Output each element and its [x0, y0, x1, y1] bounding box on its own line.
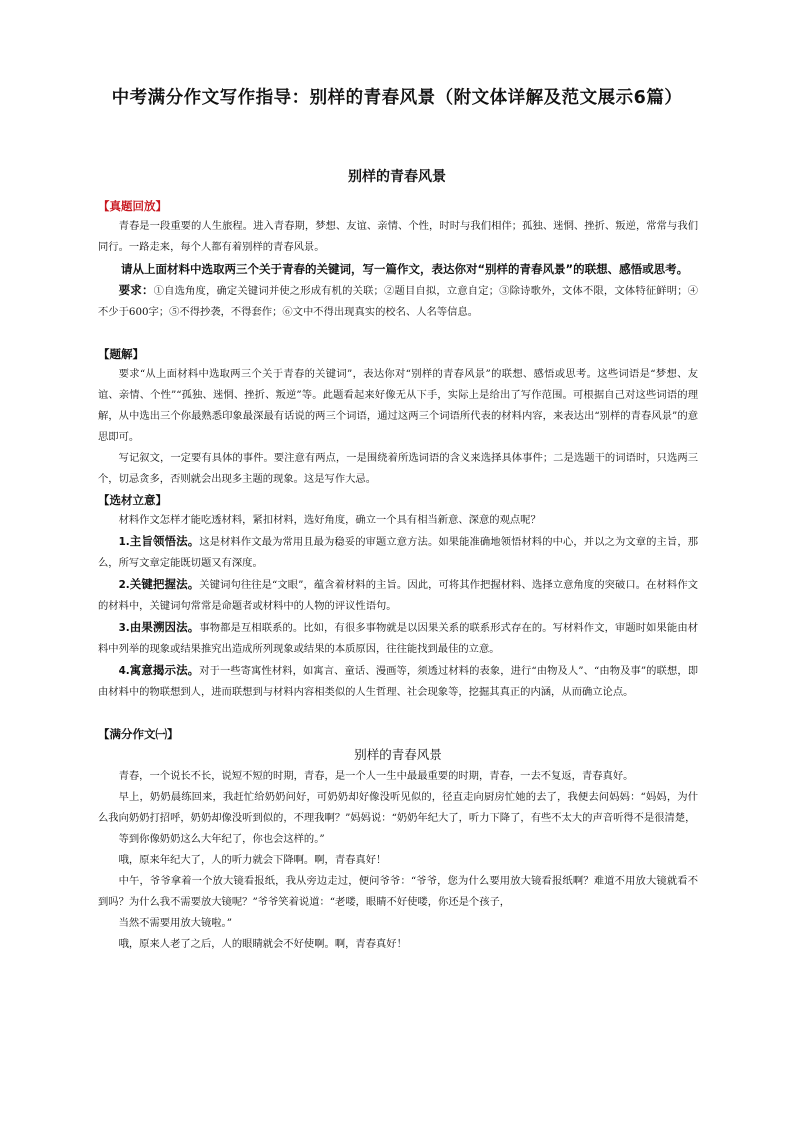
- material-paragraph: 青春是一段重要的人生旅程。进入青春期，梦想、友谊、亲情、个性，时时与我们相伴；孤独、迷惘、挫折、叛逆，常常与我们同行。一路走来，每个人都有着别样的青春风景。: [98, 220, 698, 253]
- section-heading-essay: 【满分作文㈠】: [98, 727, 179, 741]
- essay-paragraph: 等到你像奶奶这么大年纪了，你也会这样的。”: [118, 833, 325, 845]
- method-item: 4.寓意揭示法。对于一些寄寓性材料，如寓言、童话、漫画等，须透过材料的表象，进行“由物及人”、“由物及事”的联想，即由材料中的物联想到人，进而联想到与材料内容相类似的人生哲理、社会现象等，挖掘其真正的内涵，从而确立论点。: [98, 663, 698, 698]
- requirements-label: 要求：: [118, 283, 154, 297]
- section-heading-zhenti: 【真题回放】: [98, 199, 167, 213]
- section-heading-tijie: 【题解】: [98, 347, 144, 361]
- essay-paragraph: 早上，奶奶晨练回来，我赶忙给奶奶问好，可奶奶却好像没听见似的，径直走向厨房忙她的去了，我便去问妈妈：“妈妈，为什么我向奶奶打招呼，奶奶却像没听到似的，不理我啊？”妈妈说：“奶奶年纪大了，听力下降了，有些不太大的声音听得不是很清楚，: [98, 791, 698, 824]
- essay-paragraph: 中午，爷爷拿着一个放大镜看报纸，我从旁边走过，便问爷爷：“爷爷，您为什么要用放大镜看报纸啊？难道不用放大镜就看不到吗？为什么我不需要放大镜呢？”爷爷笑着说道：“老喽，眼睛不好使喽，你还是个孩子，: [98, 875, 698, 908]
- analysis-paragraph-1: 要求“从上面材料中选取两三个关于青春的关键词”，表达你对“别样的青春风景”的联想、感悟或思考。这些词语是“梦想、友谊、亲情、个性”“孤独、迷惘、挫折、叛逆”等。此题看起来好像无从下手，实际上是给出了写作范围。可根据自己对这些词语的理解，从中选出三个你最熟悉印象最深最有话说的两三个词语，通过这两三个词语所代表的材料内容，来表达出“别样的青春风景”的意思即可。: [98, 368, 698, 443]
- requirements-paragraph: [98, 280, 698, 323]
- section-heading-xuancai: 【选材立意】: [98, 493, 167, 507]
- essay-paragraph: 哦，原来年纪大了，人的听力就会下降啊。啊，青春真好！: [118, 854, 387, 866]
- prompt-paragraph: 请从上面材料中选取两三个关于青春的关键词，写一篇作文，表达你对“别样的青春风景”的联想、感悟或思考。: [121, 262, 689, 276]
- essay-paragraph: 青春，一个说长不长，说短不短的时期，青春，是一个人一生中最最重要的时期，青春，一去不复返，青春真好。: [118, 770, 634, 782]
- material-intro-paragraph: 材料作文怎样才能吃透材料，紧扣材料，选好角度，确立一个具有相当新意、深意的观点呢？: [118, 514, 541, 526]
- essay-paragraph: 当然不需要用放大镜啦。”: [118, 917, 232, 929]
- topic-title: 别样的青春风景: [348, 169, 446, 185]
- essay-paragraph: 哦，原来人老了之后，人的眼睛就会不好使啊。啊，青春真好！: [118, 938, 407, 950]
- method-item: 2.关键把握法。关键词句往往是“文眼”，蕴含着材料的主旨。因此，可将其作把握材料、选择立意角度的突破口。在材料作文的材料中，关键词句常常是命题者或材料中的人物的评议性语句。: [98, 577, 699, 612]
- document-title: 中考满分作文写作指导：别样的青春风景（附文体详解及范文展示6篇）: [111, 88, 683, 108]
- essay-title: 别样的青春风景: [354, 747, 442, 762]
- analysis-paragraph-2: 写记叙文，一定要有具体的事件。要注意有两点，一是围绕着所选词语的含义来选择具体事件；二是选题干的词语时，只选两三个，切忌贪多，否则就会出现多主题的现象。这是写作大忌。: [98, 452, 698, 485]
- document-body: [98, 196, 698, 955]
- method-item: 1.主旨领悟法。这是材料作文最为常用且最为稳妥的审题立意方法。如果能准确地领悟材料的中心，并以之为文章的主旨，那么，所写文章定能既切题又有深度。: [98, 534, 699, 569]
- method-item: 3.由果溯因法。事物都是互相联系的。比如，有很多事物就是以因果关系的联系形式存在的。写材料作文，审题时如果能由材料中列举的现象或结果推究出造成所列现象或结果的本质原因，往往能找到最佳的立意。: [98, 620, 699, 655]
- requirements-text: ①自选角度，确定关键词并使之形成有机的关联；②题目自拟，立意自定；③除诗歌外，文体不限，文体特征鲜明；④不少于600字；⑤不得抄袭，不得套作；⑥文中不得出现真实的校名、人名等信息。: [98, 285, 699, 318]
